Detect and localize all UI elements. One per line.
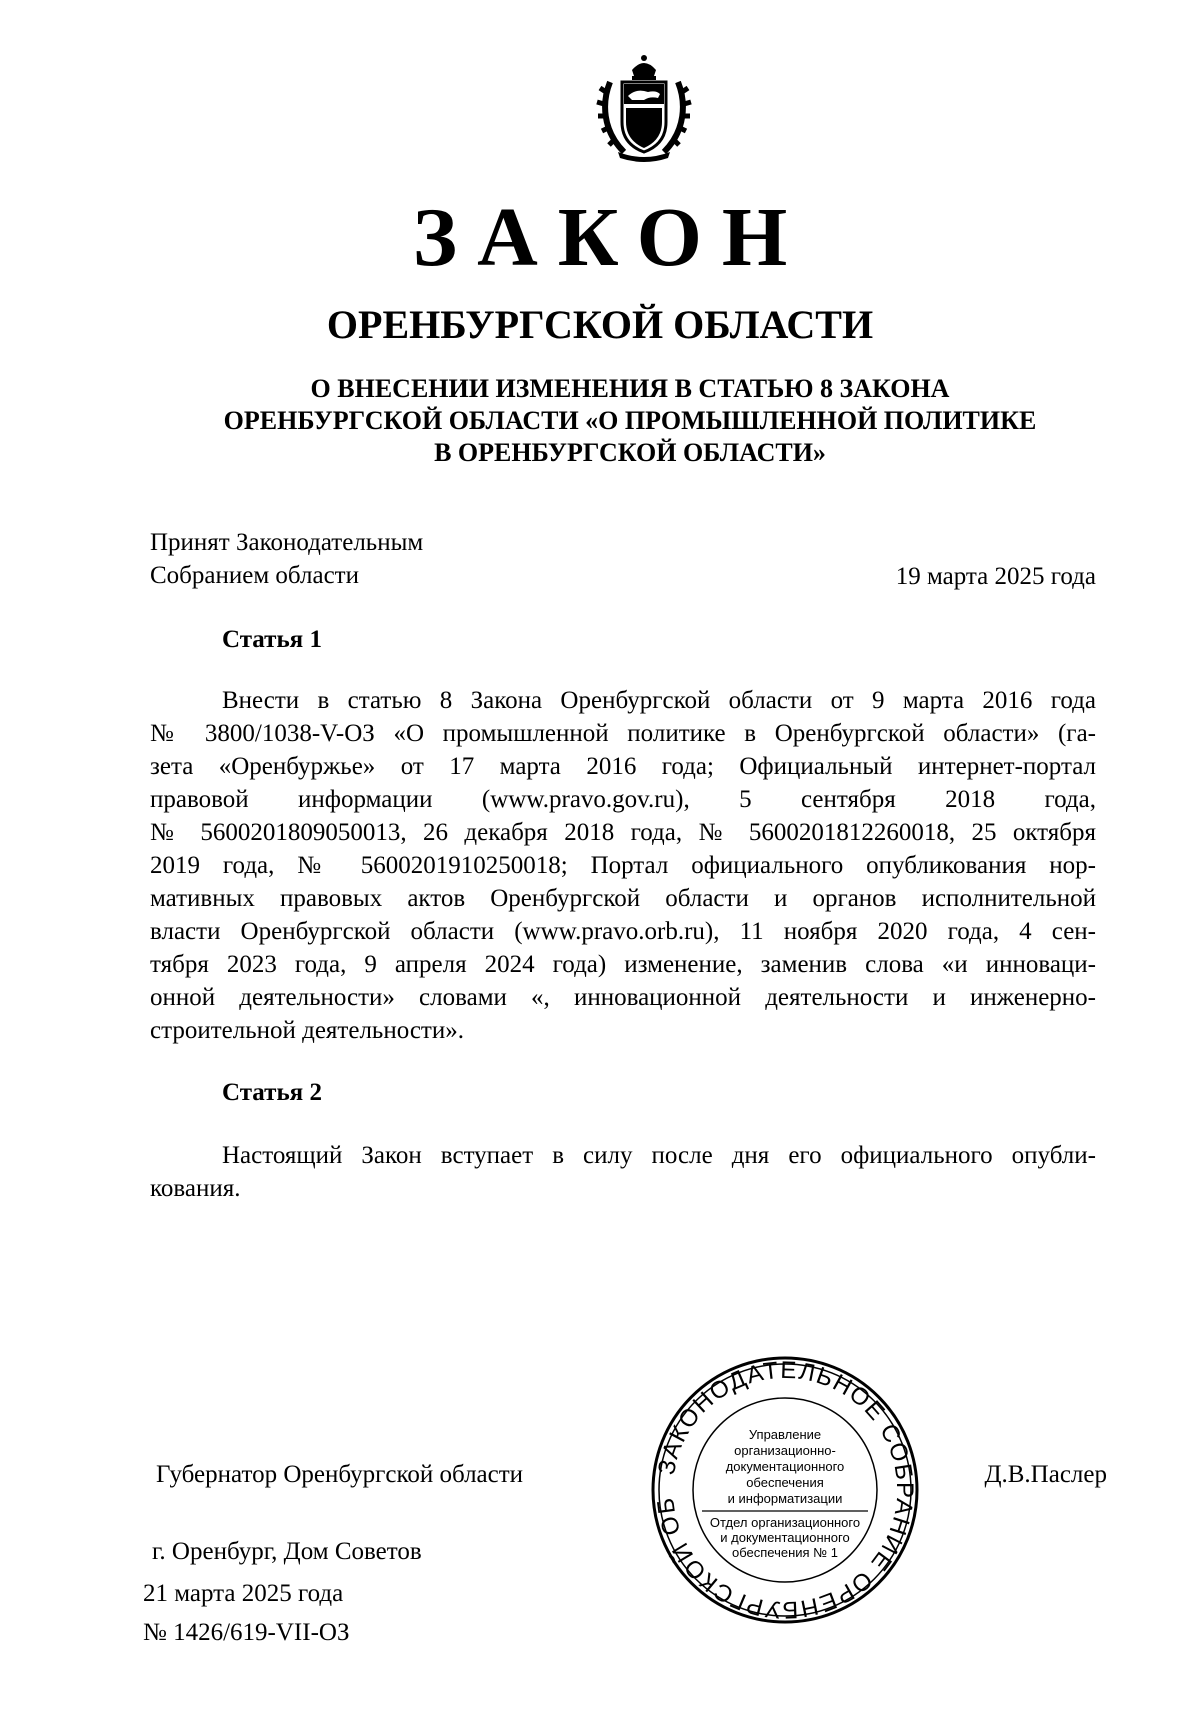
document-title: ЗАКОН [412,191,808,284]
text-line: № 3800/1038-V-ОЗ «О промышленной политике в Оренбургской области» (га- [150,720,1096,747]
adoption-note [150,526,423,592]
adoption-line: Принят Законодательным [150,529,424,556]
seal-line: Управление [748,1427,822,1442]
text-line: онной деятельности» словами «, инновационной деятельности и инженерно- [150,984,1096,1011]
text-line: зета «Оренбуржье» от 17 марта 2016 года; Официальный интернет-портал [150,753,1096,780]
signing-place: г. Оренбург, Дом Советов [152,1538,422,1565]
article-1-title: Статья 1 [222,626,322,653]
article-2-title: Статья 2 [222,1079,322,1106]
text-line: власти Оренбургской области (www.pravo.orb.ru), 11 ноября 2020 года, 4 сен- [150,918,1096,945]
text-line: кования. [150,1175,241,1202]
text-line: 2019 года, № 5600201910250018; Портал официального опубликования нор- [150,852,1096,879]
governor-name: Д.В.Паслер [984,1461,1107,1488]
coat-of-arms-icon [596,52,692,162]
seal-line: и информатизации [727,1491,843,1506]
seal-outer-text: ЗАКОНОДАТЕЛЬНОЕ СОБРАНИЕ ОРЕНБУРГСКОЙ ОБ [651,1356,919,1624]
signing-date: 21 марта 2025 года [143,1580,344,1607]
article-2-body [150,1139,1096,1205]
text-line: строительной деятельности». [150,1017,464,1044]
text-line: Внести в статью 8 Закона Оренбургской области от 9 марта 2016 года [222,687,1096,714]
law-number: № 1426/619-VII-ОЗ [143,1619,350,1646]
seal-line: документационного [725,1459,845,1474]
document-subtitle: ОРЕНБУРГСКОЙ ОБЛАСТИ [326,302,874,347]
text-line: № 5600201809050013, 26 декабря 2018 года, № 5600201812260018, 25 октября [150,819,1096,846]
official-seal [650,1355,920,1625]
adoption-date: 19 марта 2025 года [895,563,1096,590]
law-heading [160,373,1100,469]
seal-line: обеспечения № 1 [732,1545,838,1560]
seal-line: Отдел организационного [709,1515,861,1530]
article-1-body [150,684,1096,1047]
heading-line: В ОРЕНБУРГСКОЙ ОБЛАСТИ» [434,438,826,467]
governor-post: Губернатор Оренбургской области [156,1461,524,1488]
text-line: мативных правовых актов Оренбургской области и органов исполнительной [150,885,1096,912]
heading-line: ОРЕНБУРГСКОЙ ОБЛАСТИ «О ПРОМЫШЛЕННОЙ ПОЛИТИКЕ [223,406,1037,435]
text-line: тября 2023 года, 9 апреля 2024 года) изменение, заменив слова «и инноваци- [150,951,1096,978]
seal-graphic [650,1355,920,1625]
text-line: правовой информации (www.pravo.gov.ru), 5 сентября 2018 года, [150,786,1096,813]
seal-line: организационно- [734,1443,836,1458]
seal-line: обеспечения [746,1475,824,1490]
seal-line: и документационного [720,1530,850,1545]
adoption-line: Собранием области [150,562,359,589]
heading-line: О ВНЕСЕНИИ ИЗМЕНЕНИЯ В СТАТЬЮ 8 ЗАКОНА [310,374,950,403]
text-line: Настоящий Закон вступает в силу после дня его официального опубли- [222,1142,1096,1169]
